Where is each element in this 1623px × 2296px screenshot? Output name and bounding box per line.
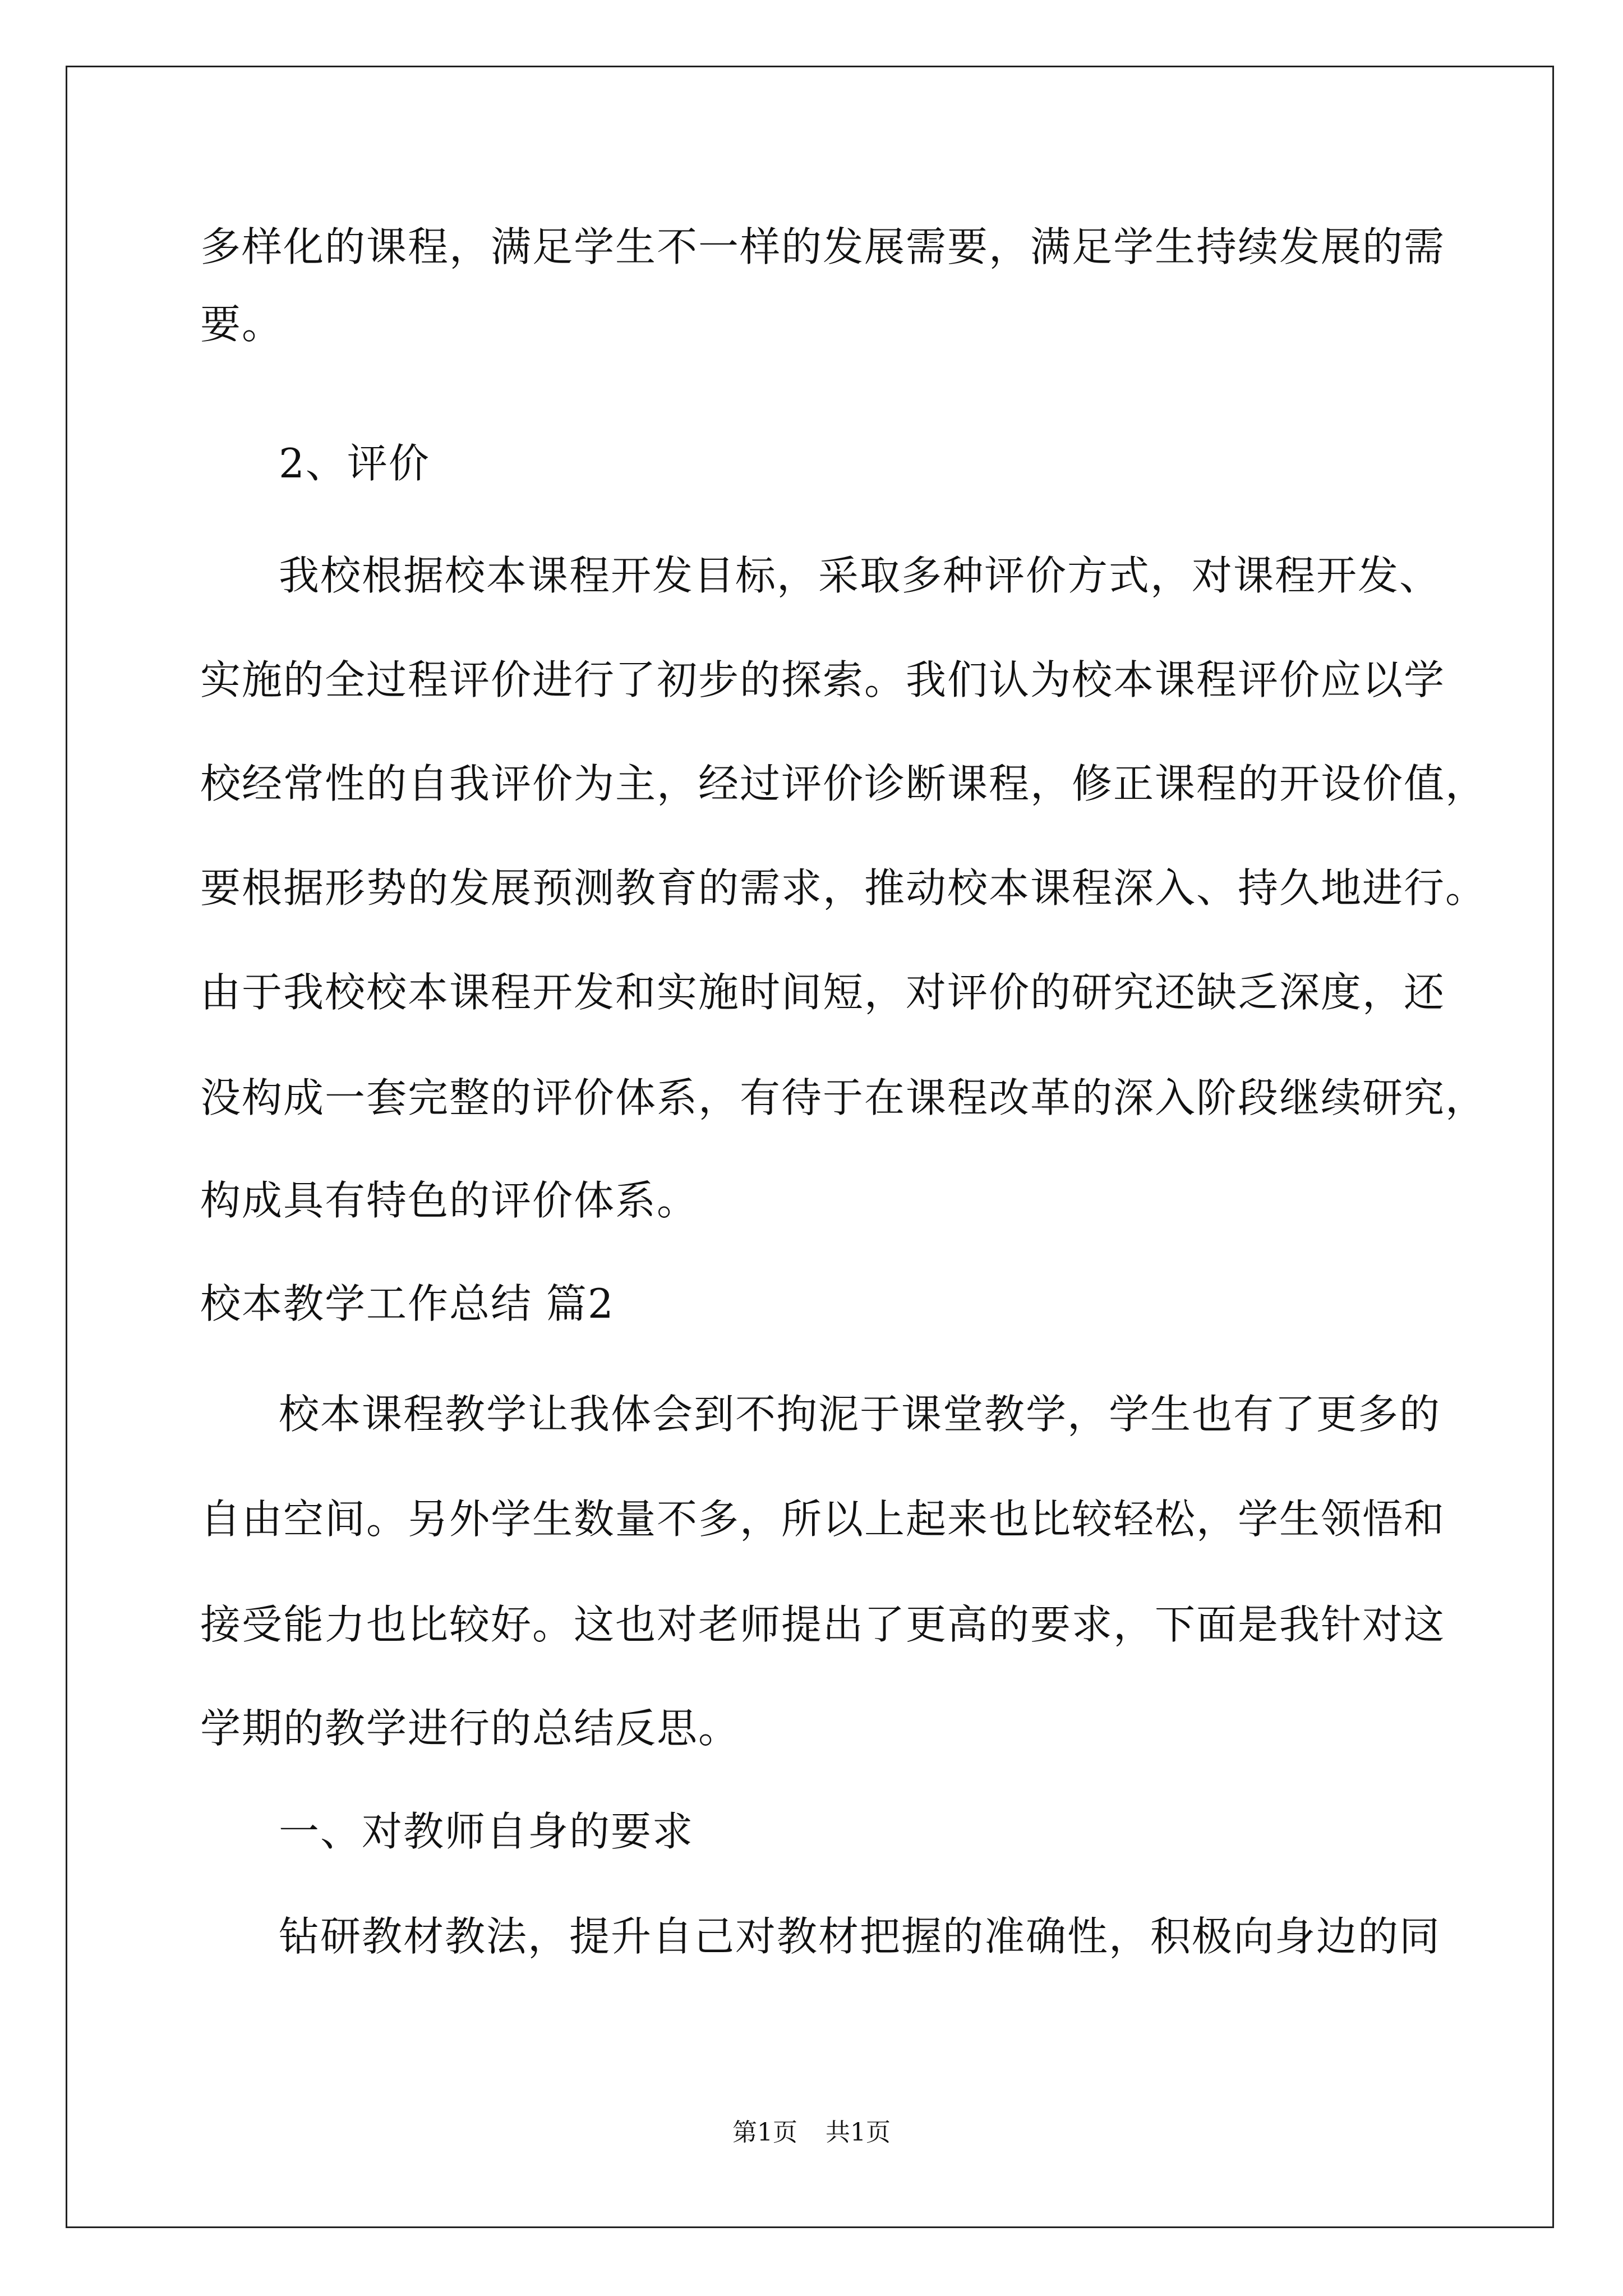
section-heading: 一、对教师自身的要求 [279, 1808, 694, 1855]
page-total: 共1页 [826, 2118, 891, 2147]
paragraph-line: 接受能力也比较好。这也对老师提出了更高的要求，下面是我针对这 [200, 1601, 1446, 1648]
page-footer [0, 2120, 1623, 2145]
paragraph-line: 实施的全过程评价进行了初步的探索。我们认为校本课程评价应以学 [200, 656, 1446, 703]
paragraph-line: 自由空间。另外学生数量不多，所以上起来也比较轻松，学生领悟和 [200, 1496, 1446, 1543]
page-border [66, 66, 1554, 2228]
paragraph-line: 学期的教学进行的总结反思。 [200, 1705, 740, 1752]
paragraph-line: 校经常性的自我评价为主，经过评价诊断课程，修正课程的开设价值， [200, 760, 1487, 807]
paragraph-line: 我校根据校本课程开发目标，采取多种评价方式，对课程开发、 [279, 552, 1441, 599]
paragraph-line: 要根据形势的发展预测教育的需求，推动校本课程深入、持久地进行。 [200, 864, 1487, 912]
article-title: 校本教学工作总结 篇2 [200, 1280, 615, 1327]
paragraph-line: 多样化的课程，满足学生不一样的发展需要，满足学生持续发展的需 [200, 223, 1446, 270]
paragraph-line: 要。 [200, 301, 284, 348]
paragraph-line: 构成具有特色的评价体系。 [200, 1177, 699, 1224]
paragraph-line: 由于我校校本课程开发和实施时间短，对评价的研究还缺乏深度，还 [200, 969, 1446, 1016]
page-number: 第1页 [732, 2118, 797, 2147]
paragraph-line: 校本课程教学让我体会到不拘泥于课堂教学，学生也有了更多的 [279, 1391, 1441, 1438]
paragraph-line: 钻研教材教法，提升自己对教材把握的准确性，积极向身边的同 [279, 1913, 1441, 1960]
paragraph-line: 没构成一套完整的评价体系，有待于在课程改革的深入阶段继续研究， [200, 1074, 1487, 1121]
section-heading: 2、评价 [279, 440, 430, 487]
